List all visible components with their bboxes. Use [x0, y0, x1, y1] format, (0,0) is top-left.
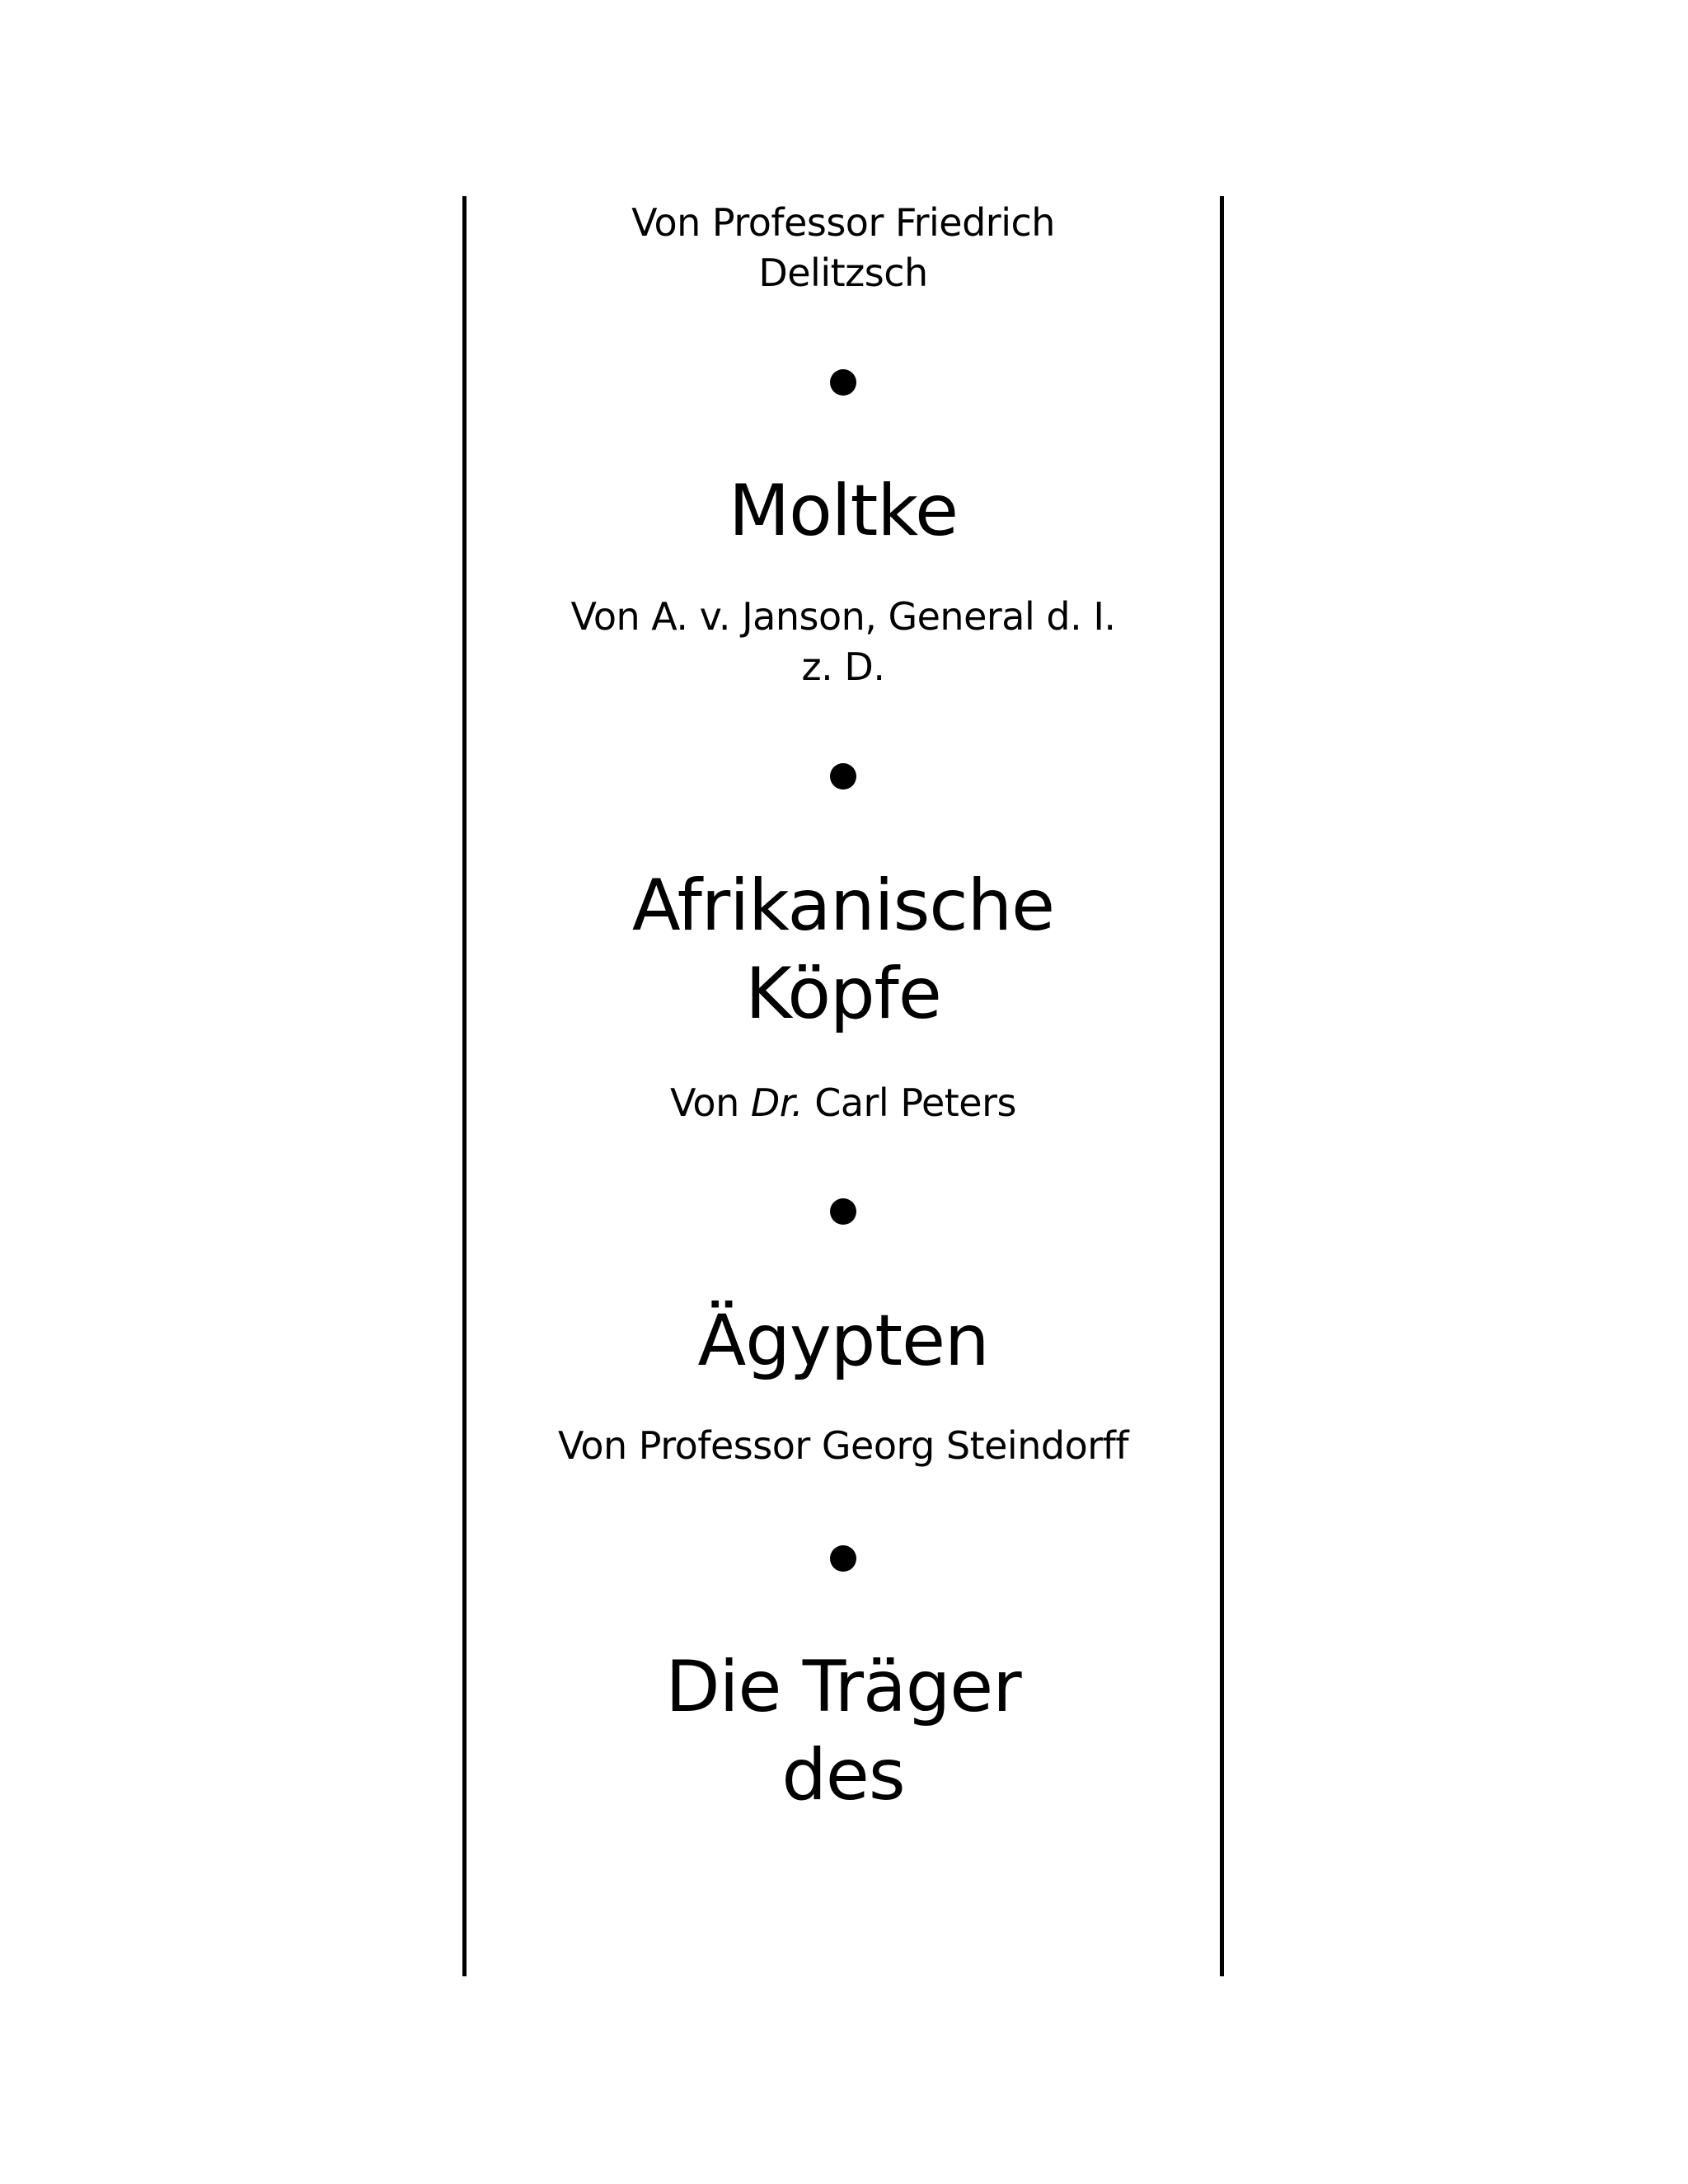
byline-name: Carl Peters	[803, 1080, 1016, 1125]
byline-steindorff	[467, 1421, 1220, 1471]
title-line: Ägypten	[697, 1300, 989, 1382]
title-line: Köpfe	[745, 953, 941, 1035]
separator-bullet	[830, 763, 856, 790]
byline-peters	[467, 1078, 1220, 1128]
byline-prefix: Von	[670, 1080, 751, 1125]
right-column-rule	[1220, 196, 1224, 1976]
title-moltke	[467, 467, 1220, 555]
byline-line: Delitzsch	[758, 251, 928, 295]
separator-bullet	[830, 369, 856, 396]
byline-line: Von A. v. Janson, General d. I.	[570, 594, 1116, 639]
title-line: des	[781, 1734, 905, 1816]
byline-title-abbrev: Dr.	[750, 1080, 804, 1125]
separator-bullet	[830, 1545, 856, 1572]
byline-delitzsch	[467, 198, 1220, 298]
byline-line: Von Professor Friedrich	[631, 200, 1055, 245]
title-aegypten	[467, 1297, 1220, 1385]
title-line: Afrikanische	[631, 865, 1055, 947]
byline-line: z. D.	[801, 644, 885, 689]
title-line: Die Träger	[665, 1646, 1021, 1728]
byline-janson	[467, 592, 1220, 692]
title-line: Moltke	[728, 470, 959, 552]
separator-bullet	[830, 1198, 856, 1225]
title-die-traeger-des	[467, 1643, 1220, 1820]
byline-line: Von Professor Georg Steindorff	[557, 1423, 1129, 1468]
title-afrikanische-koepfe	[467, 862, 1220, 1038]
advertisement-column	[467, 0, 1220, 2184]
